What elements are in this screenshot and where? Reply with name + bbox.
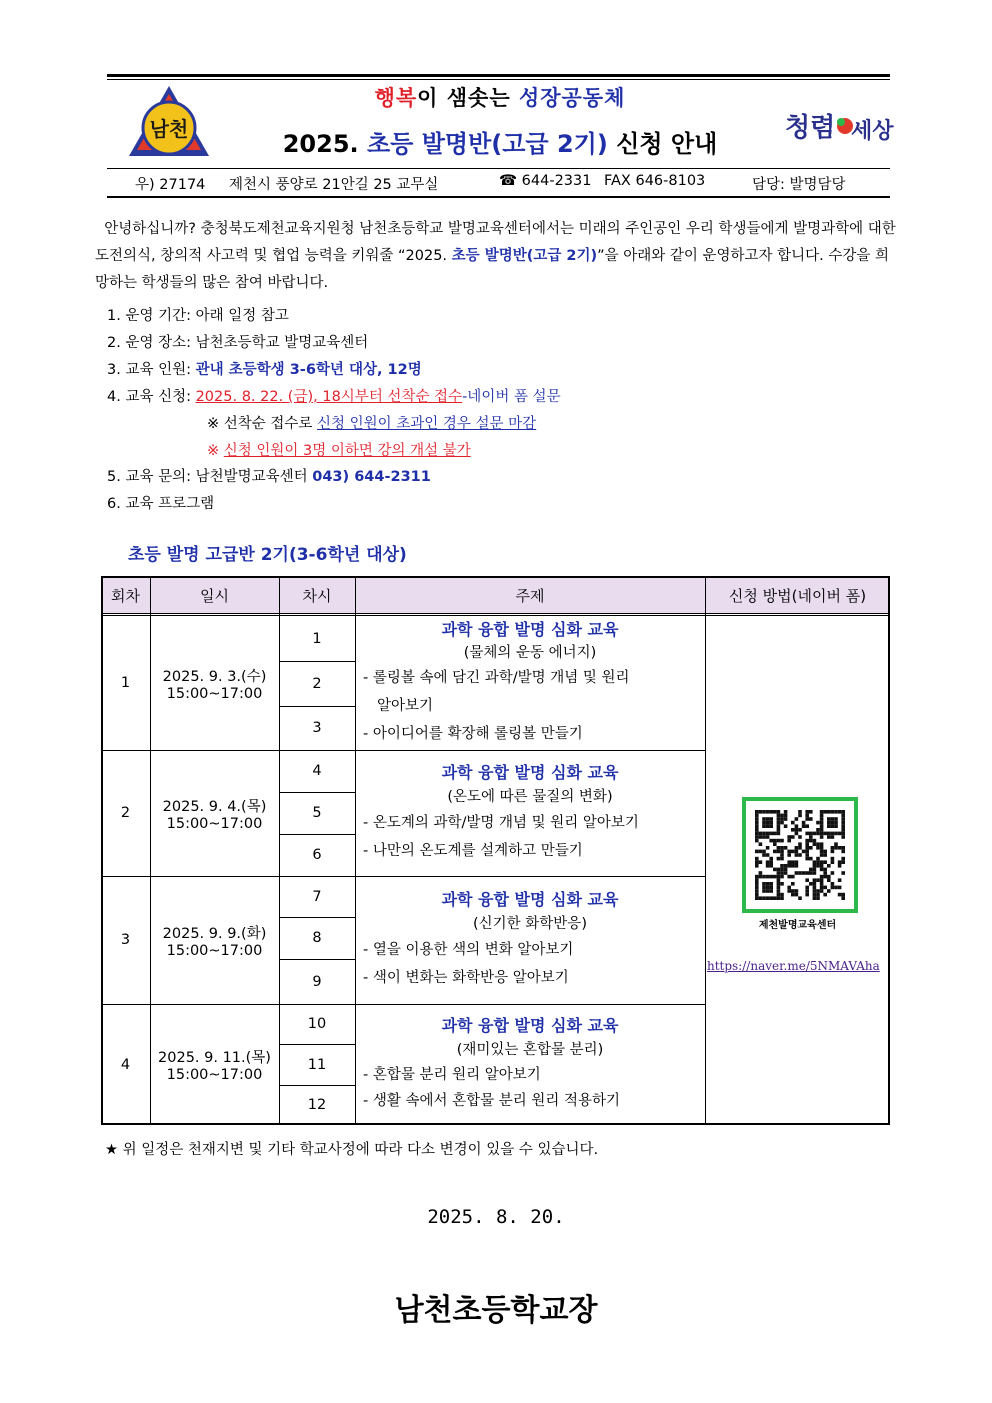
item-extra: -네이버 폼 설문: [462, 389, 561, 405]
item-inquiry: [107, 465, 431, 486]
period-cell: 12: [307, 1097, 327, 1113]
item-value: 아래 일정 참고: [195, 308, 289, 324]
period-line: [279, 661, 355, 662]
topic-title: 과학 융합 발명 심화 교육: [441, 1016, 619, 1035]
period-cell: 10: [307, 1016, 327, 1032]
item-value: 2025. 8. 22. (금), 18시부터 선착순 접수: [195, 389, 463, 405]
topic-bullet: - 혼합물 분리 원리 알아보기: [363, 1067, 541, 1083]
program-table: [101, 576, 890, 1125]
session-number: 1: [120, 675, 131, 691]
topic-subtitle: (재미있는 혼합물 분리): [456, 1042, 604, 1058]
period-cell: 1: [312, 630, 322, 647]
topic-cell: [357, 761, 703, 865]
table-border-left: [101, 576, 103, 1125]
item-label: 3. 교육 인원:: [107, 362, 196, 378]
session-date: 2025. 9. 4.(목): [162, 798, 267, 815]
topic-subtitle: (신기한 화학반응): [473, 916, 587, 932]
topic-cell: [357, 618, 703, 748]
intro-paragraph: [95, 216, 899, 297]
item-label: 1. 운영 기간:: [107, 308, 196, 324]
table-col-line: [279, 576, 280, 1125]
topic-title: 과학 융합 발명 심화 교육: [441, 763, 619, 782]
session-time: 15:00~17:00: [166, 1067, 263, 1083]
topic-bullet: - 롤링볼 속에 담긴 과학/발명 개념 및 원리: [363, 670, 630, 686]
period-line: [279, 959, 355, 960]
table-col-line: [705, 576, 706, 1125]
topic-bullet: - 색이 변화는 화학반응 알아보기: [363, 970, 569, 986]
header-session: 회차: [101, 576, 150, 614]
period-line: [279, 1085, 355, 1086]
topic-bullet: 알아보기: [377, 698, 434, 714]
header-date: 일시: [150, 576, 279, 614]
item-period: [107, 304, 289, 325]
postal-code: 우) 27174: [135, 177, 206, 193]
session-date: 2025. 9. 11.(목): [158, 1050, 271, 1066]
integrity-logo-text: 청렴韓세상: [830, 152, 836, 153]
fax-number: FAX 646-8103: [604, 173, 706, 189]
intro-text-after: ”을 아래와 같이 운영하고자 합니다. 수강을 희망하는 학생들의 많은 참여 바랍니다.: [95, 248, 890, 291]
qr-caption: 제천발명교육센터: [758, 920, 837, 931]
session-datetime: [150, 1004, 279, 1125]
session-date: 2025. 9. 3.(수): [162, 668, 267, 685]
topic-bullet: - 생활 속에서 혼합물 분리 원리 적용하기: [363, 1093, 620, 1109]
qr-code[interactable]: [743, 798, 857, 912]
header-topic: 주제: [355, 576, 705, 614]
table-col-line: [150, 576, 151, 1125]
intro-highlight: 초등 발명반(고급 2기): [451, 248, 598, 264]
period-line: [279, 706, 355, 707]
table-row-line: [101, 750, 705, 751]
period-cell: 8: [312, 930, 322, 946]
svg-text:세상: 세상: [851, 118, 894, 144]
topic-bullet: - 아이디어를 확장해 롤링볼 만들기: [363, 726, 583, 742]
period-line: [279, 1044, 355, 1045]
section-title: 초등 발명 고급반 2기(3-6학년 대상): [128, 545, 407, 565]
session-date: 2025. 9. 9.(화): [162, 925, 267, 942]
session-datetime: [150, 750, 279, 876]
period-cell: 11: [307, 1056, 327, 1073]
session-time: 15:00~17:00: [166, 942, 263, 959]
topic-subtitle: (온도에 따른 물질의 변화): [447, 789, 613, 805]
contact-person: 담당: 발명담당: [752, 177, 846, 193]
item-label: 2. 운영 장소:: [107, 335, 196, 351]
item-label: 4. 교육 신청:: [107, 389, 196, 405]
item-label: ※: [207, 443, 224, 459]
item-location: [107, 331, 368, 352]
table-border-bottom: [101, 1123, 890, 1125]
session-time: 15:00~17:00: [166, 815, 263, 832]
header-divider: [107, 168, 890, 169]
slogan-part2: 이 샘솟는: [417, 86, 519, 110]
school-address: 제천시 풍양로 21안길 25 교무실: [229, 177, 439, 193]
school-logo: [127, 84, 211, 162]
period-cell: 9: [312, 973, 322, 990]
table-border-right: [888, 576, 890, 1125]
session-number: 4: [120, 1056, 131, 1073]
topic-subtitle: (물체의 운동 에너지): [463, 645, 597, 661]
slogan: [250, 82, 750, 112]
period-line: [279, 792, 355, 793]
phone-number: ☎ 644-2331: [499, 173, 592, 189]
item-value: 남천발명교육센터: [195, 469, 313, 485]
topic-title: 과학 융합 발명 심화 교육: [441, 620, 619, 639]
title-suffix: 신청 안내: [616, 130, 718, 158]
header-apply: 신청 방법(네이버 폼): [705, 576, 890, 614]
table-border-top: [101, 576, 890, 578]
slogan-part3: 성장공동체: [518, 86, 626, 110]
period-line: [279, 834, 355, 835]
qr-link[interactable]: https://naver.me/5NMAVAha: [707, 959, 880, 973]
table-header-line: [101, 615, 890, 616]
item-value: 신청 인원이 초과인 경우 설문 마감: [317, 416, 537, 432]
period-cell: 5: [312, 805, 322, 821]
session-number: 3: [120, 932, 131, 948]
item-label: 5. 교육 문의:: [107, 469, 196, 485]
session-datetime: [150, 616, 279, 750]
item-value: 관내 초등학생 3-6학년 대상, 12명: [195, 362, 422, 378]
item-program: [107, 492, 214, 513]
note-deadline: [207, 412, 536, 433]
issue-date: 2025. 8. 20.: [427, 1206, 565, 1228]
title-highlight: 초등 발명반(고급 2기): [367, 130, 608, 158]
table-col-line: [355, 576, 356, 1125]
address-line: [107, 173, 890, 195]
session-time: 15:00~17:00: [166, 685, 263, 702]
item-value: 남천초등학교 발명교육센터: [195, 335, 369, 351]
item-label: ※ 선착순 접수로: [207, 416, 318, 432]
table-row-line: [101, 1004, 705, 1005]
note-cancel: [207, 439, 471, 460]
principal-signature: 남천초등학교장: [394, 1293, 598, 1328]
school-logo-text: 남천: [149, 117, 189, 141]
period-cell: 2: [312, 675, 322, 692]
item-application: [107, 385, 561, 406]
period-line: [279, 917, 355, 918]
table-row-line: [101, 876, 705, 877]
period-cell: 4: [312, 763, 322, 779]
period-cell: 6: [312, 847, 322, 863]
integrity-logo: [783, 94, 894, 154]
schedule-note: ★ 위 일정은 천재지변 및 기타 학교사정에 따라 다소 변경이 있을 수 있습니다.: [105, 1142, 599, 1158]
intro-text-before: 안녕하십니까? 충청북도제천교육지원청 남천초등학교 발명교육센터에서는 미래의 주인공인 우리 학생들에게 발명과학에 대한 도전의식, 창의적 사고력 및 협업 능력을 키워줄 “2025.: [95, 221, 896, 264]
header-top-rule: [107, 74, 890, 77]
title-year: 2025.: [282, 130, 359, 158]
period-cell: 7: [312, 888, 322, 905]
item-label: 6. 교육 프로그램: [107, 496, 215, 512]
item-value: 신청 인원이 3명 이하면 강의 개설 불가: [223, 443, 471, 459]
session-datetime: [150, 876, 279, 1004]
topic-bullet: - 열을 이용한 색의 변화 알아보기: [363, 942, 574, 958]
topic-cell: [357, 1014, 703, 1114]
topic-bullet: - 온도계의 과학/발명 개념 및 원리 알아보기: [363, 815, 639, 831]
document-title: [200, 124, 800, 159]
header-bottom-rule: [107, 196, 890, 198]
topic-bullet: - 나만의 온도계를 설계하고 만들기: [363, 843, 583, 859]
slogan-part1: 행복: [374, 86, 418, 110]
header-period: 차시: [279, 576, 355, 614]
topic-title: 과학 융합 발명 심화 교육: [441, 890, 619, 909]
period-cell: 3: [312, 720, 322, 736]
item-capacity: [107, 358, 422, 379]
header-top-rule-thin: [107, 79, 890, 80]
topic-cell: [357, 888, 703, 992]
session-number: 2: [120, 805, 131, 821]
item-extra: 043) 644-2311: [312, 469, 431, 485]
svg-text:청렴: 청렴: [785, 113, 836, 143]
table-header-line: [101, 613, 890, 614]
